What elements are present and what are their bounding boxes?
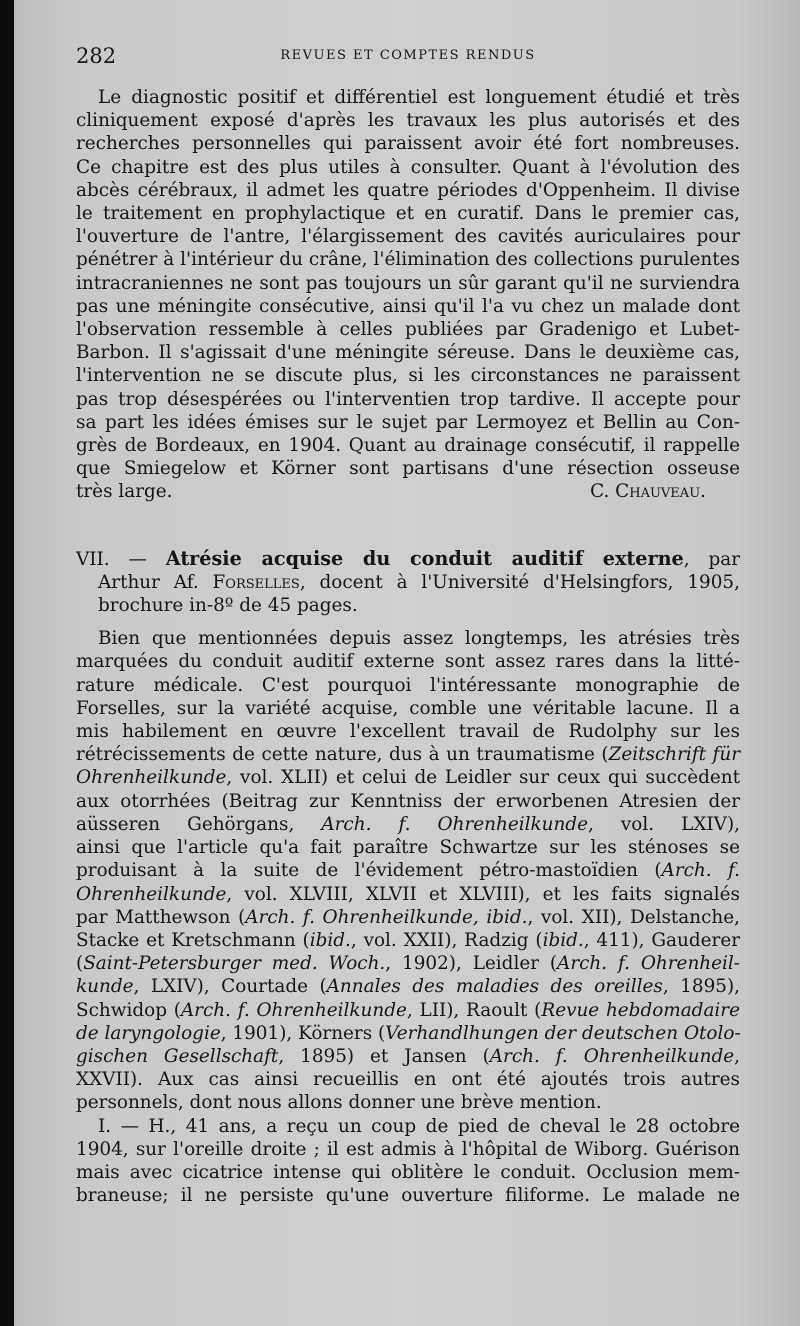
- text-line: 1904, sur l'oreille droite ; il est admis à l'hôpital de Wiborg. Guérison: [76, 1138, 740, 1160]
- text-line: [76, 743, 740, 766]
- section-heading-line: [76, 547, 740, 571]
- text-line: marquées du conduit auditif externe sont assez rares dans la litté-: [76, 651, 740, 673]
- running-title: REVUES ET COMPTES RENDUS: [280, 48, 536, 63]
- text-line: [76, 952, 740, 975]
- text-run: , 1902), Leidler (: [385, 953, 558, 975]
- section-number: VII. —: [76, 548, 147, 570]
- text-run: , vol. XLVIII, XLVII et XLVIII), et les faits signalés: [226, 883, 740, 905]
- citation-italic: ibid.: [309, 929, 351, 951]
- text-line: [76, 929, 740, 952]
- text-line: Barbon. Il s'agissait d'une méningite séreuse. Dans le deuxième cas,: [76, 342, 740, 364]
- text-line: Bien que mentionnées depuis assez longtemps, les atrésies très: [98, 628, 740, 650]
- review-paragraph-atresia: [76, 627, 740, 1114]
- text-run: (: [76, 953, 84, 975]
- citation-italic: Ohrenheilkunde: [76, 767, 227, 789]
- text-line: Ce chapitre est des plus utiles à consulter. Quant à l'évolution des: [76, 156, 740, 178]
- text-line: XXVII). Aux cas ainsi recueillis en ont été ajoutés trois autres: [76, 1069, 740, 1091]
- case-paragraph-1: [76, 1115, 740, 1208]
- text-run: Stacke et Kretschmann (: [76, 929, 310, 951]
- page-body: [76, 86, 740, 1207]
- text-line: personnels, dont nous allons donner une brève mention.: [76, 1092, 602, 1114]
- text-line: [76, 999, 740, 1022]
- citation-italic: Arch. f. Ohrenheilkunde: [321, 813, 588, 835]
- text-line: pas trop désespérées ou l'interventien trop tardive. Il accepte pour: [76, 388, 740, 410]
- author-affiliation: , docent à l'Université d'Helsingfors, 1905,: [299, 571, 740, 593]
- citation-italic: Ohrenheilkunde: [76, 883, 227, 905]
- citation-italic: Saint-Petersburger med. Woch.: [83, 953, 386, 975]
- author-first-name: Arthur Af.: [98, 571, 199, 593]
- text-line: [76, 1022, 740, 1045]
- section-by: , par: [683, 548, 740, 570]
- text-run: Schwidop (: [76, 999, 181, 1021]
- text-line: grès de Bordeaux, en 1904. Quant au drainage consécutif, il rappelle: [76, 435, 740, 457]
- text-run: par Matthewson (: [76, 906, 246, 928]
- text-run: , 1895) et Jansen (: [278, 1045, 490, 1067]
- running-head: [76, 44, 740, 74]
- text-run: , vol. XLII) et celui de Leidler sur ceux qui succèdent: [226, 767, 740, 789]
- text-line: braneuse; il ne persiste qu'une ouverture filiforme. Le malade ne: [76, 1185, 740, 1207]
- text-line: ainsi que l'article qu'a fait paraître Schwartze sur les sténoses se: [76, 837, 740, 859]
- page-number: 282: [76, 44, 117, 68]
- brochure-line: brochure in-8º de 45 pages.: [98, 595, 358, 617]
- text-run: aüsseren Gehörgans,: [76, 813, 295, 835]
- citation-italic: ibid.: [542, 929, 584, 951]
- author-line: [76, 571, 740, 594]
- text-line: intracraniennes ne sont pas toujours un sûr garant qu'il ne surviendra: [76, 272, 740, 294]
- text-run: rétrécissements de cette nature, dus à un traumatisme (: [76, 744, 609, 766]
- section-spacer: [76, 504, 740, 547]
- text-line: aux otorrhées (Beitrag zur Kenntniss der erworbenen Atresien der: [76, 790, 740, 812]
- text-run: , vol. LXIV),: [587, 813, 740, 835]
- citation-italic: Arch. f. Ohrenheilkunde: [489, 1045, 735, 1067]
- text-line: [76, 975, 740, 998]
- text-run: , LII), Raoult (: [406, 999, 542, 1021]
- text-line: Le diagnostic positif et différentiel est longuement étudié et très: [98, 87, 740, 108]
- section-title: Atrésie acquise du conduit auditif externe: [165, 546, 684, 570]
- text-line: mais avec cicatrice intense qui oblitère le conduit. Occlusion mem-: [76, 1161, 740, 1183]
- text-run: , LXIV), Courtade (: [133, 976, 327, 998]
- reviewer-signature: C. Chauveau.: [590, 481, 706, 503]
- review-paragraph-diagnostic: [76, 86, 740, 504]
- citation-italic: de laryngologie: [76, 1022, 221, 1044]
- text-line: pas une méningite consécutive, ainsi qu'il l'a vu chez un malade dont: [76, 295, 740, 317]
- author-name: Forselles: [212, 571, 300, 593]
- text-line: pénétrer à l'intérieur du crâne, l'élimination des collections purulentes: [76, 249, 740, 271]
- citation-italic: Arch. f.: [661, 860, 740, 882]
- text-run: , vol. XXII), Radzig (: [350, 929, 543, 951]
- citation-italic: Arch. f. Ohrenheil-: [557, 953, 740, 975]
- citation-italic: Arch. f. Ohrenheilkunde, ibid.: [245, 906, 528, 928]
- text-line: [76, 766, 740, 789]
- text-run: , vol. XII), Delstanche,: [527, 906, 740, 928]
- book-page: [14, 0, 800, 1326]
- text-run: , 1895),: [662, 976, 740, 998]
- text-line: [76, 813, 740, 836]
- text-line: l'intervention ne se discute plus, si les circonstances ne paraissent: [76, 365, 740, 387]
- text-line: recherches personnelles qui paraissent avoir été fort nombreuses.: [76, 133, 740, 155]
- text-line: cliniquement exposé d'après les travaux les plus autorisés et des: [76, 110, 740, 132]
- citation-italic: Annales des maladies des oreilles: [326, 976, 663, 998]
- text-line: Forselles, sur la variété acquise, comble une véritable lacune. Il a: [76, 697, 740, 719]
- citation-italic: Verhandlhungen der deutschen Otolo-: [385, 1022, 741, 1044]
- text-line: très large.: [76, 481, 173, 503]
- citation-italic: Zeitschrift für: [608, 744, 740, 766]
- text-line: l'observation ressemble à celles publiées par Gradenigo et Lubet-: [76, 319, 740, 341]
- text-line: rature médicale. C'est pourquoi l'intéressante monographie de: [76, 674, 740, 696]
- text-line: abcès cérébraux, il admet les quatre périodes d'Oppenheim. Il divise: [76, 179, 740, 201]
- citation-italic: Revue hebdomadaire: [541, 999, 740, 1021]
- text-run: ,: [734, 1045, 741, 1067]
- text-line: que Smiegelow et Körner sont partisans d'une résection osseuse: [76, 458, 740, 480]
- citation-italic: gischen Gesellschaft: [76, 1045, 279, 1067]
- closing-line: [76, 480, 740, 503]
- text-line: mis habilement en œuvre l'excellent travail de Rudolphy sur les: [76, 721, 740, 743]
- text-line: [76, 883, 740, 906]
- section-heading: [76, 547, 740, 618]
- text-line: [76, 1045, 740, 1068]
- text-run: , 411), Gauderer: [583, 929, 740, 951]
- section-spacer: [76, 617, 740, 627]
- text-line: I. — H., 41 ans, a reçu un coup de pied de cheval le 28 octobre: [98, 1115, 740, 1137]
- text-run: produisant à la suite de l'évidement pétro-mastoïdien (: [76, 860, 662, 882]
- text-line: [76, 859, 740, 882]
- text-line: sa part les idées émises sur le sujet par Lermoyez et Bellin au Con-: [76, 411, 740, 433]
- text-line: [76, 906, 740, 929]
- citation-italic: kunde: [76, 976, 134, 998]
- text-line: l'ouverture de l'antre, l'élargissement des cavités auriculaires pour: [76, 226, 740, 248]
- citation-italic: Arch. f. Ohrenheilkunde: [180, 999, 407, 1021]
- text-line: le traitement en prophylactique et en curatif. Dans le premier cas,: [76, 203, 740, 225]
- text-run: , 1901), Körners (: [220, 1022, 386, 1044]
